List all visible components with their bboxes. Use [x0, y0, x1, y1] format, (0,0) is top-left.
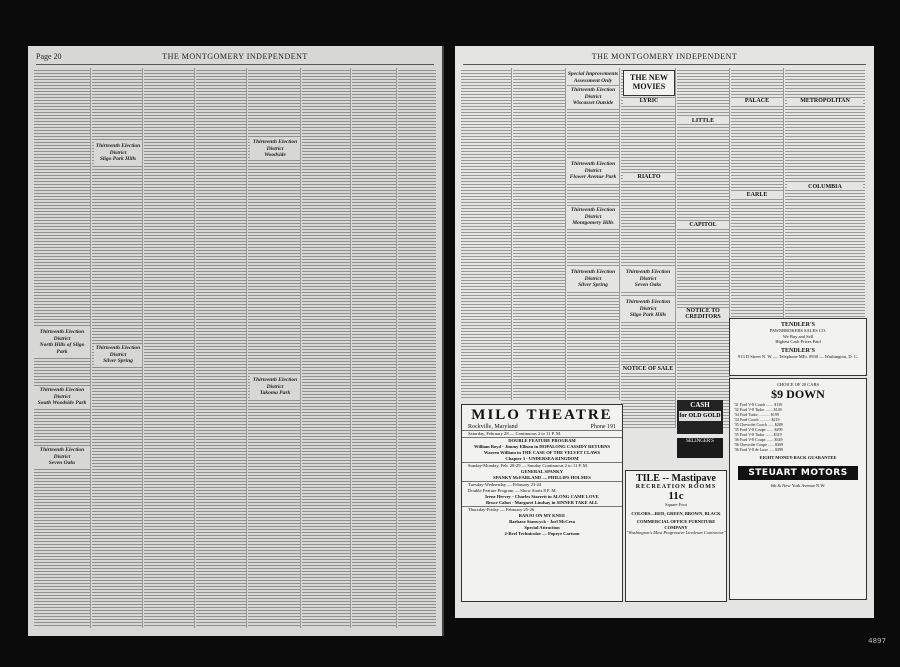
page-number: Page 20	[36, 52, 62, 61]
notice-heading: Thirteenth Election District Montgomery Hills	[567, 206, 619, 228]
selinger-jeweler-ad: SELINGER'S	[677, 438, 723, 458]
text-column	[567, 68, 620, 400]
tile-company: COMMERCIAL OFFICE FURNITURE COMPANY	[636, 519, 716, 530]
price-headline: $9 DOWN	[771, 387, 825, 401]
tendler-address: 913 D Street N. W. — Telephone MEt. 0930 — Washington, D. C.	[738, 353, 858, 359]
text-column	[513, 68, 566, 400]
tendler-pawnbroker-ad	[729, 318, 867, 376]
tendler-line: We Buy and Sell	[782, 333, 814, 339]
car-row: '34 Ford Tudor ........... $199	[734, 412, 779, 417]
district-heading: Thirteenth Election District Sligo Park Hills	[95, 143, 141, 162]
milo-program-line: BANJO ON MY KNEE	[518, 513, 566, 518]
notice-heading: Thirteenth Election District Silver Spring	[567, 268, 619, 290]
tendler-line: Highest Cash Prices Paid	[775, 339, 821, 344]
district-heading: Thirteenth Election District Takoma Park	[250, 376, 300, 398]
district-heading: Thirteenth Election District South Woodside Park	[34, 386, 90, 408]
old-gold-text: OLD GOLD	[688, 413, 721, 419]
milo-program-line: Irene Hervey - Charles Starrett in ALONG CAME LOVE	[485, 494, 599, 499]
car-row: '35 Chevrolet Coach ...... $289	[734, 422, 783, 427]
car-row: '31 Ford V-8 Coach ....... $139	[734, 402, 783, 407]
milo-program-line: Saturday, February 28 — Continuous 2 to 11 P. M.	[462, 430, 622, 437]
masthead-title: THE MONTGOMERY INDEPENDENT	[162, 52, 308, 61]
tendler-footer: TENDLER'S	[780, 347, 815, 354]
text-column	[398, 68, 436, 628]
milo-program-line: DOUBLE FEATURE PROGRAM	[462, 437, 622, 444]
notice-of-sale-heading: NOTICE OF SALE	[622, 366, 674, 372]
tile-price: 11c	[668, 490, 684, 502]
car-list	[730, 402, 866, 452]
district-heading: Thirteenth Election District Seven Oaks	[34, 446, 90, 468]
notice-heading: Thirteenth Election District Seven Oaks	[621, 268, 675, 290]
steuart-motors-logo: STEUART MOTORS	[738, 466, 858, 480]
milo-program-line: 2-Reel Technicolor — Popeye Cartoon	[504, 531, 580, 536]
left-page-header	[36, 52, 434, 65]
tendler-line: PAWNBROKERS SALES CO.	[769, 328, 827, 333]
milo-location: Rockville, Maryland	[468, 424, 518, 430]
car-row: '35 Ford V-8 Coupe ....... $299	[734, 427, 783, 432]
theater-section-heading: LITTLE	[677, 118, 729, 124]
milo-program-line: Chapter 3 - UNDERSEA KINGDOM	[505, 456, 579, 461]
masthead-title: THE MONTGOMERY INDEPENDENT	[591, 52, 738, 61]
tile-tagline: "Washington's Most Progressive Linoleum Contractor"	[626, 530, 726, 535]
cash-for-old-gold-ad	[677, 400, 723, 434]
tile-title: TILE -- Mastipave	[636, 473, 716, 484]
steuart-address: 6th & New York Avenue N.W.	[770, 483, 826, 488]
milo-program-line: Sunday-Monday, Feb. 28-29 — Sunday Continuous 2 to 11 P. M.	[462, 462, 622, 469]
theater-section-heading: METROPOLITAN	[787, 98, 863, 104]
milo-program-line: Warren William in THE CASE OF THE VELVET CLAWS	[483, 450, 601, 455]
text-column	[196, 68, 247, 628]
old-gold-word	[679, 411, 721, 421]
tile-unit: Square Foot	[665, 502, 687, 507]
film-frame-number: 4897	[868, 637, 886, 645]
car-row: '36 Ford V-8 de Luxe ..... $399	[734, 447, 784, 452]
theater-section-heading: RIALTO	[623, 174, 675, 180]
car-row: '35 Ford V-8 Tudor ....... $319	[734, 432, 782, 437]
milo-program-line: Barbara Stanwyck - Joel McCrea	[509, 519, 575, 524]
district-heading: Thirteenth Election District North Hills of Sligo Park	[34, 328, 90, 356]
notice-heading: Thirteenth Election District Sligo Park Hills	[621, 298, 675, 320]
tendler-title: TENDLER'S	[780, 322, 815, 328]
milo-program-line: GENERAL SPANKY	[520, 469, 564, 474]
left-newspaper-page	[28, 46, 444, 636]
car-row: '34 Ford Coach ........... $219	[734, 417, 780, 422]
text-column	[785, 68, 865, 323]
milo-theatre-ad	[461, 404, 623, 602]
tile-mastipave-ad	[625, 470, 727, 602]
theater-section-heading: LYRIC	[623, 98, 675, 104]
for-word: for	[679, 413, 687, 419]
cash-word: CASH	[690, 401, 710, 409]
guarantee-line: EIGHT MONEY-BACK GUARANTEE	[759, 455, 837, 460]
notice-heading: Thirteenth Election District Flower Avenue Park	[567, 160, 619, 182]
text-column	[302, 68, 351, 628]
car-row: '36 Chevrolet Coupe ...... $369	[734, 442, 783, 447]
text-column	[461, 68, 512, 400]
new-movies-heading: THE NEW MOVIES	[623, 70, 675, 96]
notice-to-creditors-heading: NOTICE TO CREDITORS	[677, 308, 729, 320]
right-newspaper-page	[455, 46, 874, 618]
milo-program-line: Thursday-Friday — February 25-26	[462, 506, 622, 513]
milo-program-line: Special Attraction	[524, 525, 560, 530]
milo-program-line: SPANKY McFARLAND — PHILLIPS HOLMES	[493, 475, 591, 480]
milo-phone: Phone 191	[590, 424, 616, 430]
theater-section-heading: EARLE	[731, 192, 783, 198]
notice-heading: Special Improvements Assessment Only	[567, 71, 619, 84]
text-column	[144, 68, 195, 628]
car-row: '36 Ford V-8 Coupe ....... $349	[734, 437, 783, 442]
notice-heading: Thirteenth Election District Wiscasset Outside	[567, 86, 619, 108]
text-column	[621, 68, 676, 428]
car-row: '32 Ford V-8 Tudor ....... $149	[734, 407, 782, 412]
theater-section-heading: CAPITOL	[677, 222, 729, 228]
district-heading: Thirteenth Election District Woodside	[250, 138, 300, 160]
tile-colors: COLORS—RED, GREEN, BROWN, BLACK	[631, 510, 721, 516]
milo-program-line: Double Feature Program — Show Starts 8 P. M.	[468, 488, 557, 493]
car-dealer-ad	[729, 378, 867, 600]
theater-section-heading: COLUMBIA	[787, 184, 863, 190]
right-page-header	[463, 52, 866, 65]
theater-section-heading: PALACE	[731, 98, 783, 104]
text-column	[352, 68, 397, 628]
district-heading: Thirteenth Election District Silver Spring	[95, 345, 141, 364]
milo-theatre-name: MILO THEATRE	[471, 407, 613, 423]
milo-program-line: William Boyd - Jimmy Ellison in HOPALONG CASSIDY RETURNS	[474, 444, 610, 449]
tile-sub: RECREATION ROOMS	[635, 484, 717, 490]
milo-program-line: Tuesday-Wednesday — February 23-24	[462, 481, 622, 488]
milo-program-line: Bruce Cabot - Margaret Lindsay in SINNER TAKE ALL	[485, 500, 599, 505]
cars-choice-line: CHOICE OF 20 CARS	[776, 382, 820, 387]
